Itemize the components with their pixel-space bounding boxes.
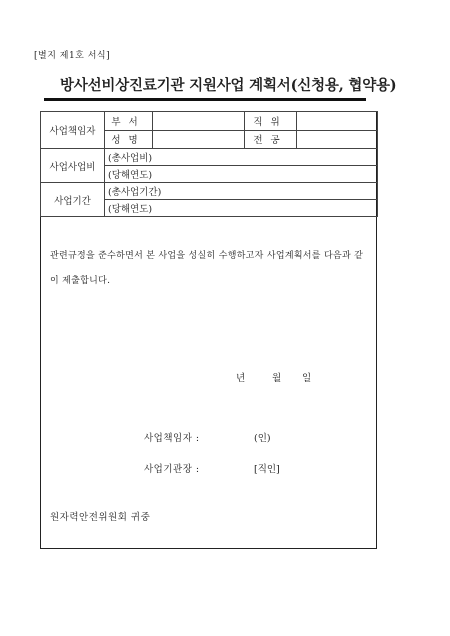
department-label: 부서 — [105, 112, 153, 131]
major-label: 전공 — [245, 130, 297, 149]
period-total-field[interactable]: (총사업기간) — [105, 183, 378, 200]
period-label: 사업기간 — [41, 183, 105, 217]
table-row — [41, 183, 378, 200]
manager-label: 사업책임자 — [41, 112, 105, 149]
name-value[interactable] — [153, 130, 245, 149]
form-number: [별지 제1호 서식] — [34, 51, 111, 61]
budget-year-field[interactable]: (당해연도) — [105, 166, 378, 183]
budget-label: 사업사업비 — [41, 149, 105, 183]
statement-text: 관련규정을 준수하면서 본 사업을 성실히 수행하고자 사업계획서를 다음과 같이 제출합니다. — [50, 251, 364, 286]
position-value[interactable] — [297, 112, 378, 131]
manager-seal: (인) — [254, 433, 271, 444]
title-underline — [44, 98, 366, 101]
position-label: 직위 — [245, 112, 297, 131]
date-year: 년 — [236, 373, 246, 384]
date-month: 월 — [272, 373, 282, 384]
date-day: 일 — [302, 373, 312, 384]
name-label: 성명 — [105, 130, 153, 149]
info-table — [40, 111, 378, 217]
manager-signature-label: 사업책임자 : — [144, 433, 200, 444]
recipient: 원자력안전위원회 귀중 — [50, 512, 151, 523]
document-title: 방사선비상진료기관 지원사업 계획서(신청용, 협약용) — [60, 77, 397, 94]
budget-total-field[interactable]: (총사업비) — [105, 149, 378, 166]
period-year-field[interactable]: (당해연도) — [105, 200, 378, 217]
head-seal: [직인] — [254, 464, 280, 475]
head-signature-label: 사업기관장 : — [144, 464, 200, 475]
table-row — [41, 112, 378, 131]
table-row — [41, 149, 378, 166]
department-value[interactable] — [153, 112, 245, 131]
major-value[interactable] — [297, 130, 378, 149]
